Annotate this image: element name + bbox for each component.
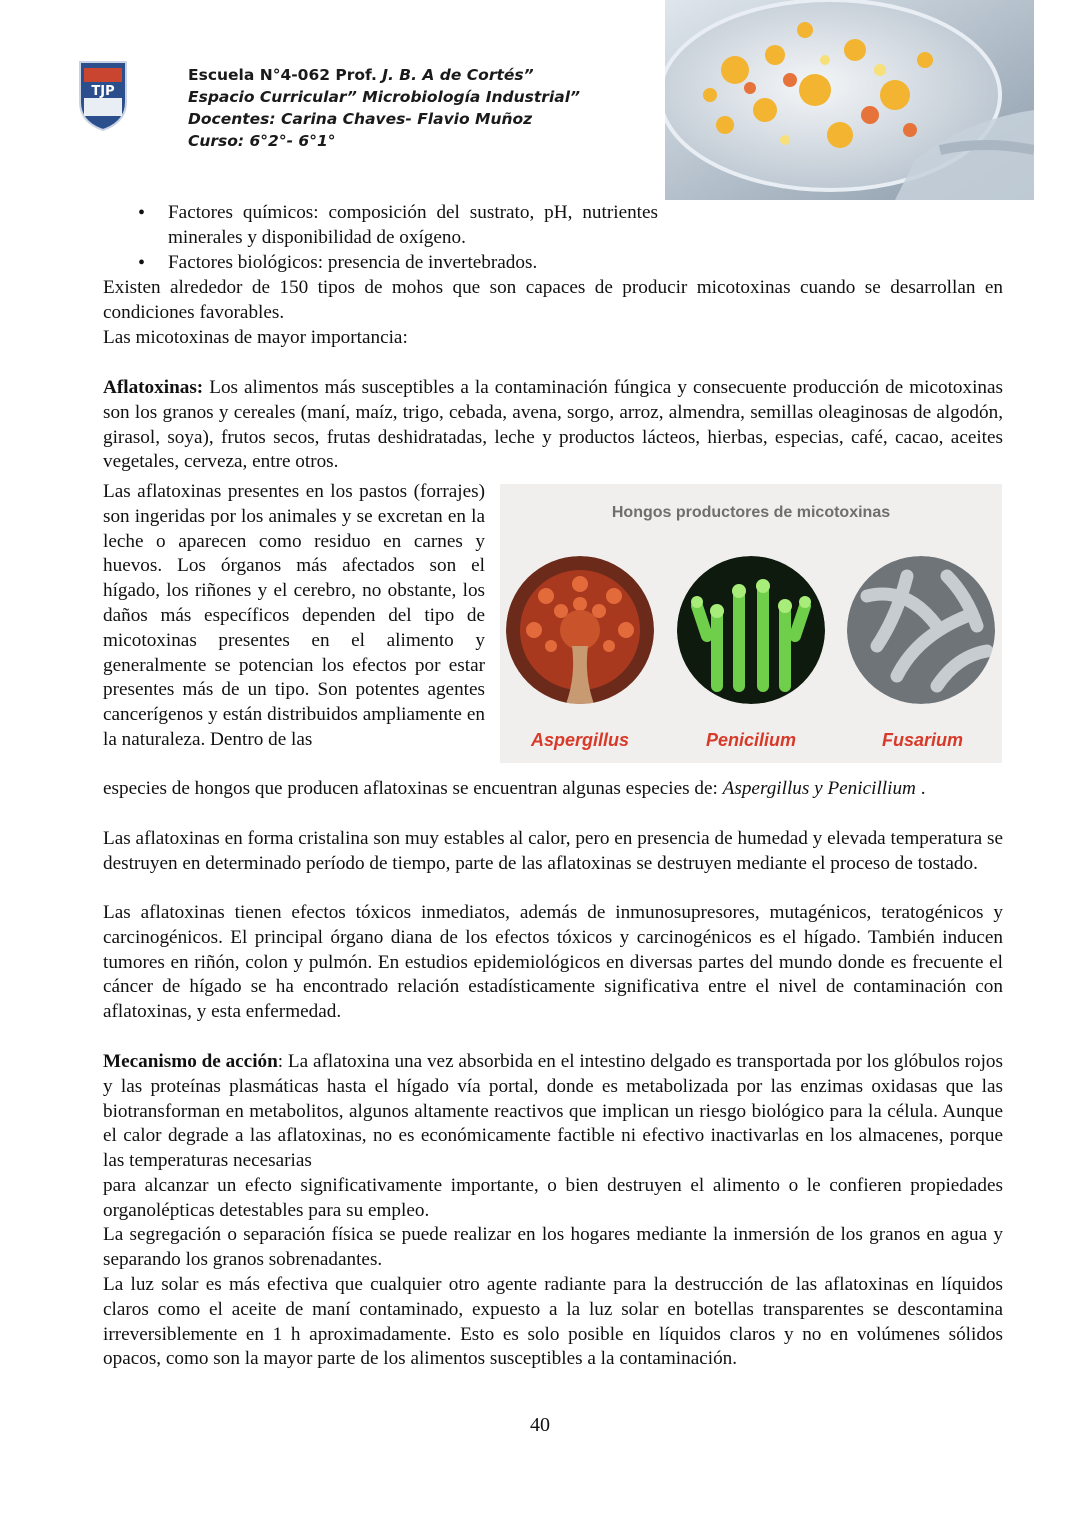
paragraph-mayor-importancia: Las micotoxinas de mayor importancia: — [103, 327, 408, 348]
list-item: • Factores biológicos: presencia de invertebrados. — [138, 251, 658, 276]
fusarium-image — [847, 556, 995, 704]
header-school: Escuela N°4-062 Prof. J. B. A de Cortés” — [188, 66, 534, 84]
list-item: • Factores químicos: composición del sustrato, pH, nutrientes minerales y disponibilidad de oxígeno. — [138, 201, 658, 251]
penicilium-image — [677, 556, 825, 704]
paragraph-alcanzar: para alcanzar un efecto significativamente importante, o bien destruyen el alimento o le confieren propiedades organolépticas detestables para su empleo. — [103, 1175, 1003, 1221]
school-logo — [76, 58, 130, 132]
paragraph-cristalina: Las aflatoxinas en forma cristalina son muy estables al calor, pero en presencia de humedad y elevada temperatura se destruyen en determinado período de tiempo, parte de las aflatoxinas se destruyen mediante el proceso de tostado. — [103, 828, 1003, 874]
paragraph-luz-solar: La luz solar es más efectiva que cualquier otro agente radiante para la destrucción de las aflatoxinas en líquidos claros como el aceite de maní contaminado, expuesto a la luz solar en botellas transparentes se descontamina irreversiblemente en 1 h aproximadamente. Esto es solo posible en líquidos claros y no en volúmenes sólidos opacos, como son la mayor parte de los alimentos susceptibles a la contaminación. — [103, 1274, 1003, 1370]
aflatoxinas-heading: Aflatoxinas: — [103, 377, 204, 398]
paragraph-segregacion: La segregación o separación física se puede realizar en los hogares mediante la inmersión de los granos en agua y separando los granos sobrenadantes. — [103, 1224, 1003, 1270]
header-course: Curso: 6°2°- 6°1° — [188, 132, 336, 150]
aspergillus-image — [506, 556, 654, 704]
paragraph-pastos: Las aflatoxinas presentes en los pastos (forrajes) son ingeridas por los animales y se excretan en la leche o aparecen como residuo en carnes y huevos. Los órganos más afectados son el hígado, los riñones y el cerebro, no obstante, los daños más específicos dependen del tipo de micotoxinas presentes en el alimento y generalmente se potencian los efectos por estar presentes más de un tipo. Son potentes agentes cancerígenos y están distribuidos ampliamente en la naturaleza. Dentro de las — [103, 481, 485, 750]
label-fusarium: Fusarium — [882, 730, 964, 750]
paragraph-aflatoxinas: Aflatoxinas: Los alimentos más susceptibles a la contaminación fúngica y consecuente producción de micotoxinas son los granos y cereales (maní, maíz, trigo, cebada, avena, sorgo, arroz, almendra, semillas oleaginosas de algodón, girasol, soya), frutos secos, frutas deshidratadas, leche y productos lácteos, hierbas, especias, café, cacao, aceites vegetales, cerveza, entre otros. — [103, 377, 1003, 473]
mecanismo-heading: Mecanismo de acción — [103, 1051, 278, 1072]
petri-dish-photo — [665, 0, 1034, 200]
label-aspergillus: Aspergillus — [531, 730, 630, 750]
paragraph-efectos: Las aflatoxinas tienen efectos tóxicos inmediatos, además de inmunosupresores, mutagénicos, teratogénicos y carcinogénicos. El principal órgano diana de los efectos tóxicos y carcinogénicos es el hígado. También inducen tumores en riñón, colon y pulmón. En estudios epidemiológicos en diversas partes del mundo donde es frecuente el cáncer de hígado se ha encontrado relación estadísticamente significativa entre el nivel de contaminación con aflatoxinas, y esta enfermedad. — [103, 902, 1003, 1023]
header — [188, 64, 580, 152]
page-number: 40 — [530, 1414, 550, 1436]
figure-title: Hongos productores de micotoxinas — [611, 504, 891, 521]
paragraph-mecanismo: Mecanismo de acción: La aflatoxina una vez absorbida en el intestino delgado es transportada por los glóbulos rojos y las proteínas plasmáticas hasta el hígado vía portal, donde es metabolizada por las enzimas oxidasas que las biotransforman en metabolitos, algunos altamente reactivos que implican un riesgo biológico para la célula. Aunque el calor degrade a las aflatoxinas, no es económicamente factible ni efectivo inactivarlas en los almacenes, porque las temperaturas necesarias — [103, 1051, 1003, 1172]
fungi-figure — [500, 484, 1002, 763]
header-subject: Espacio Curricular” Microbiología Industrial” — [188, 88, 581, 106]
label-penicilium: Penicilium — [706, 730, 797, 750]
paragraph-especies: especies de hongos que producen aflatoxinas se encuentran algunas especies de: Aspergillus y Penicillium . — [103, 778, 926, 799]
factors-list — [138, 201, 658, 275]
logo-text: TJP — [91, 84, 115, 99]
genus-names: Aspergillus y Penicillium — [722, 778, 916, 799]
header-teachers: Docentes: Carina Chaves- Flavio Muñoz — [188, 110, 533, 128]
paragraph-existen: Existen alrededor de 150 tipos de mohos que son capaces de producir micotoxinas cuando se desarrollan en condiciones favorables. — [103, 277, 1003, 323]
